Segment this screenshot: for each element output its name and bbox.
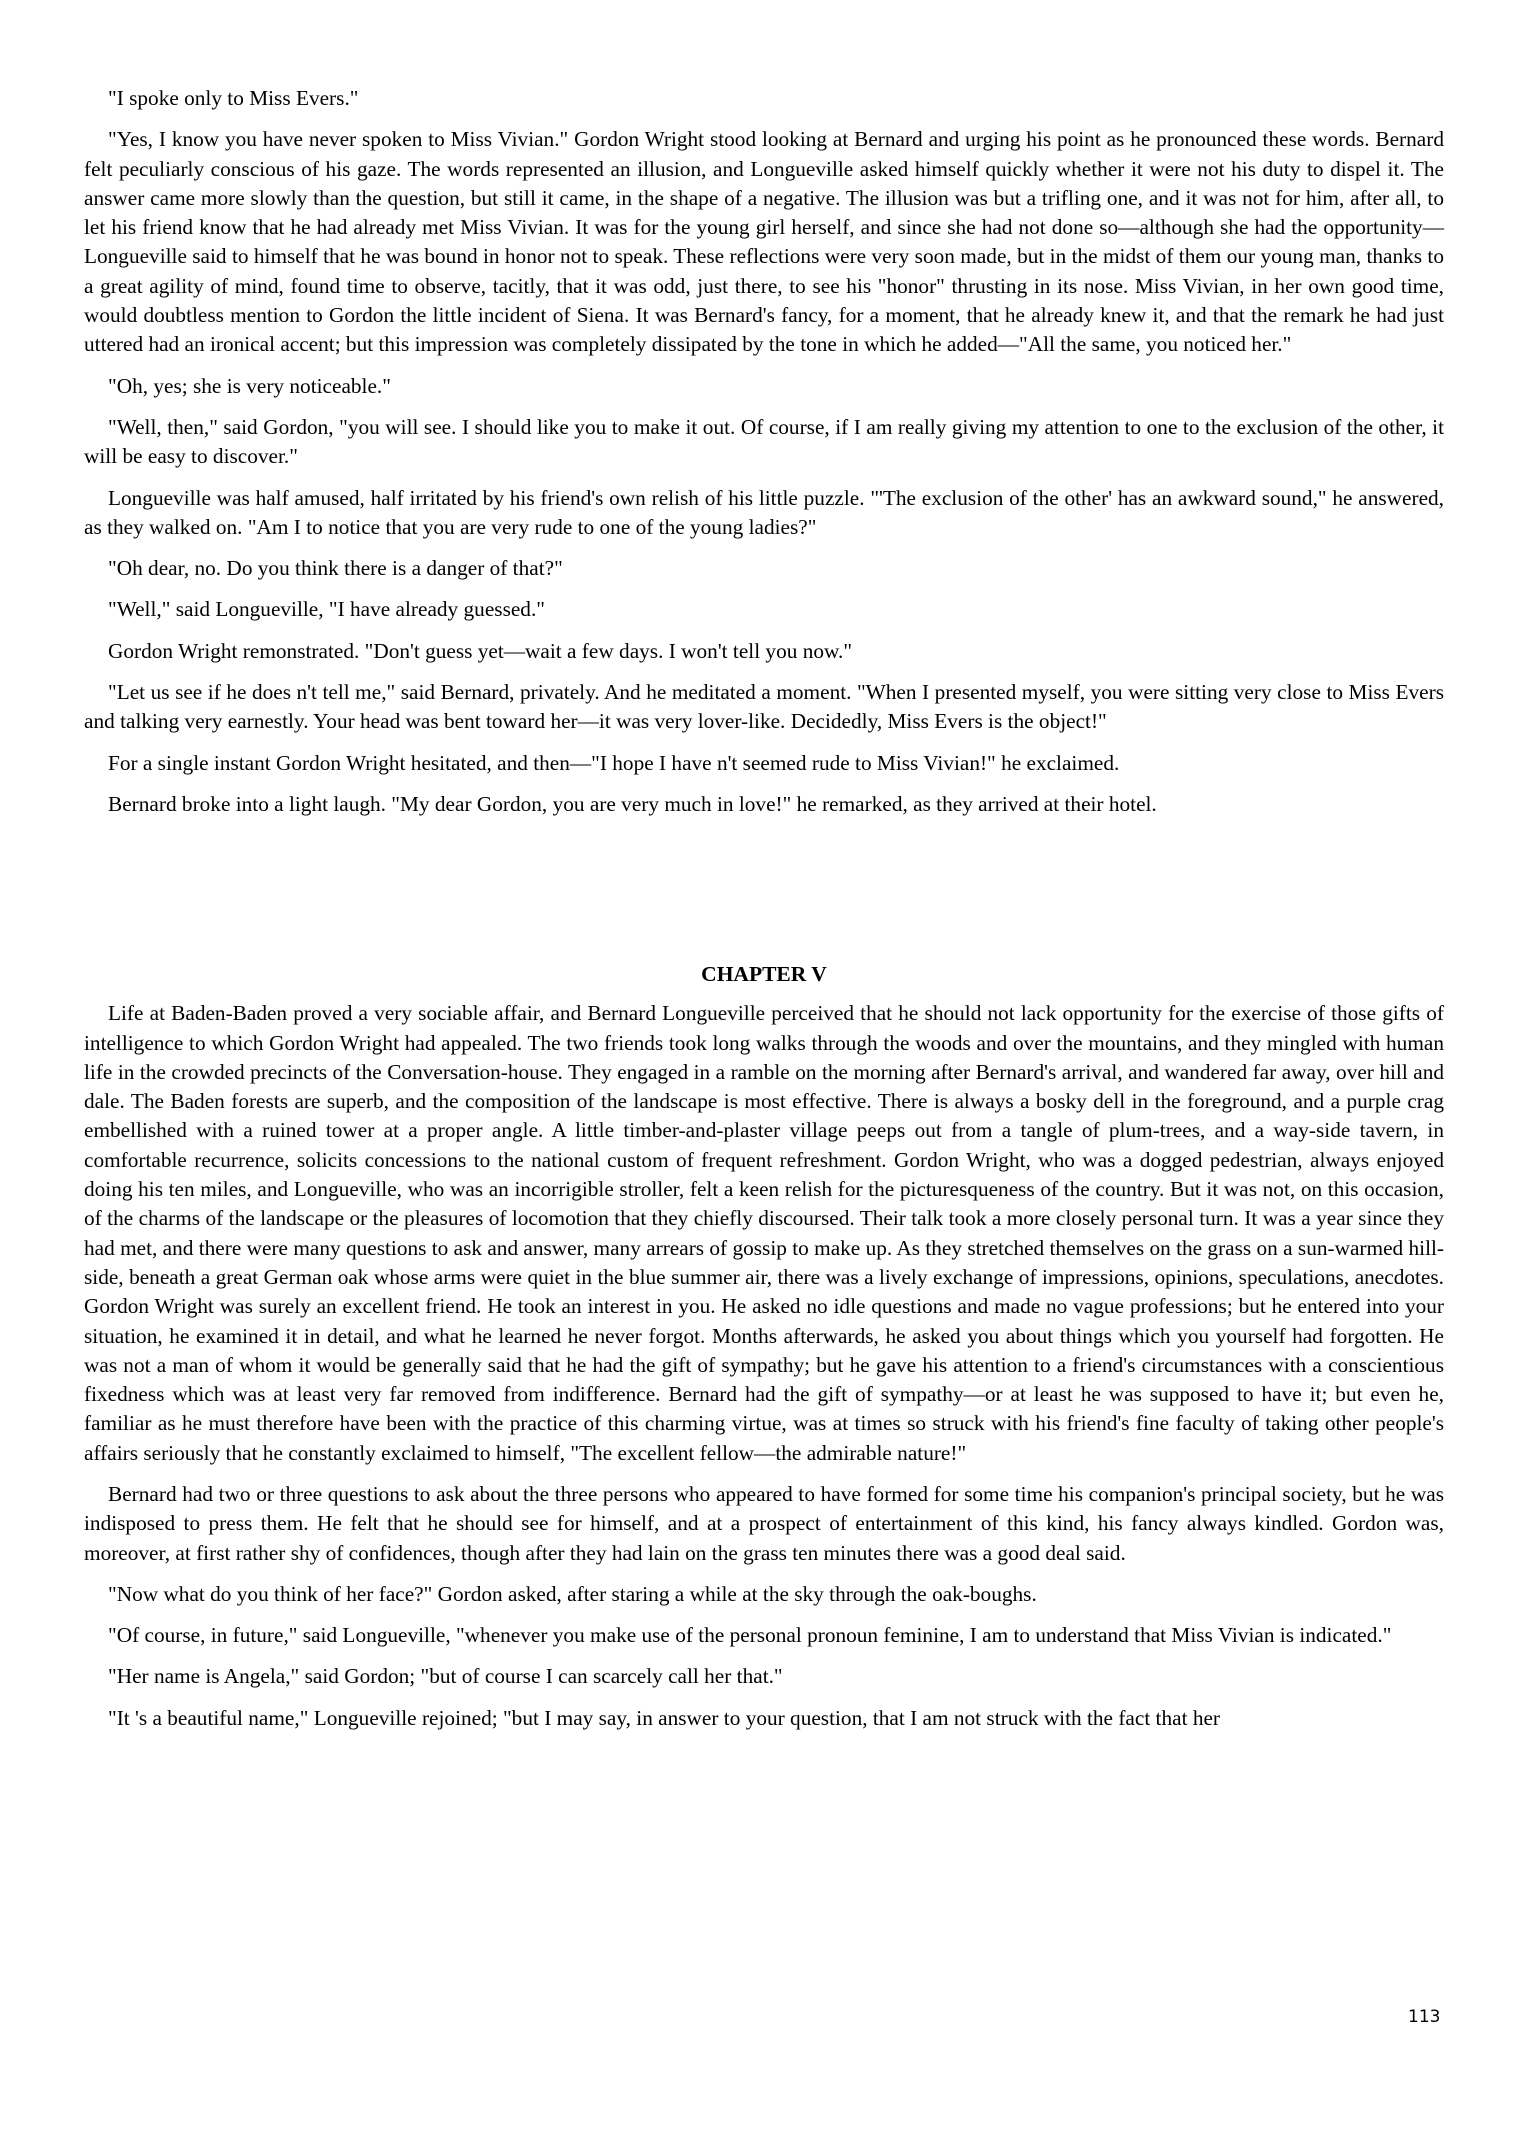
paragraph: "Well, then," said Gordon, "you will see. I should like you to make it out. Of course, if I am really giving my attention to one to the exclusion of the other, it will be easy to discover."	[84, 414, 1444, 469]
paragraph: Bernard had two or three questions to ask about the three persons who appeared to have formed for some time his companion's principal society, but he was indisposed to press them. He felt that he should see for himself, and at a prospect of entertainment of this kind, his fancy always kindled. Gordon was, moreover, at first rather shy of confidences, though after they had lain on the grass ten minutes there was a good deal said.	[84, 1481, 1444, 1565]
chapter-body-text	[84, 999, 1444, 1733]
paragraph: "Well," said Longueville, "I have already guessed."	[108, 597, 545, 622]
previous-chapter-text	[84, 84, 1444, 819]
paragraph: For a single instant Gordon Wright hesitated, and then—"I hope I have n't seemed rude to Miss Vivian!" he exclaimed.	[108, 750, 1120, 775]
paragraph: "Oh dear, no. Do you think there is a danger of that?"	[108, 556, 563, 581]
paragraph: "It 's a beautiful name," Longueville rejoined; "but I may say, in answer to your question, that I am not struck with the fact that her	[108, 1705, 1221, 1730]
page-number: 113	[1408, 2007, 1441, 2027]
paragraph: Life at Baden-Baden proved a very sociable affair, and Bernard Longueville perceived that he should not lack opportunity for the exercise of those gifts of intelligence to which Gordon Wright had appealed. The two friends took long walks through the woods and over the mountains, and they mingled with human life in the crowded precincts of the Conversation-house. They engaged in a ramble on the morning after Bernard's arrival, and wandered far away, over hill and dale. The Baden forests are superb, and the composition of the landscape is most effective. There is always a bosky dell in the foreground, and a purple crag embellished with a ruined tower at a proper angle. A little timber-and-plaster village peeps out from a tangle of plum-trees, and a way-side tavern, in comfortable recurrence, solicits concessions to the national custom of frequent refreshment. Gordon Wright, who was a dogged pedestrian, always enjoyed doing his ten miles, and Longueville, who was an incorrigible stroller, felt a keen relish for the picturesqueness of the country. But it was not, on this occasion, of the charms of the landscape or the pleasures of locomotion that they chiefly discoursed. Their talk took a more closely personal turn. It was a year since they had met, and there were many questions to ask and answer, many arrears of gossip to make up. As they stretched themselves on the grass on a sun-warmed hill-side, beneath a great German oak whose arms were quiet in the blue summer air, there was a lively exchange of impressions, opinions, speculations, anecdotes. Gordon Wright was surely an excellent friend. He took an interest in you. He asked no idle questions and made no vague professions; but he entered into your situation, he examined it in detail, and what he learned he never forgot. Months afterwards, he asked you about things which you yourself had forgotten. He was not a man of whom it would be generally said that he had the gift of sympathy; but he gave his attention to a friend's circumstances with a conscientious fixedness which was at least very far removed from indifference. Bernard had the gift of sympathy—or at least he was supposed to have it; but even he, familiar as he must therefore have been with the practice of this charming virtue, was at times so struck with his friend's fine faculty of taking other people's affairs seriously that he constantly exclaimed to himself, "The excellent fellow—the admirable nature!"	[84, 1001, 1445, 1465]
paragraph: Bernard broke into a light laugh. "My dear Gordon, you are very much in love!" he remarked, as they arrived at their hotel.	[108, 791, 1157, 816]
paragraph: "I spoke only to Miss Evers."	[108, 86, 359, 110]
paragraph: "Now what do you think of her face?" Gordon asked, after staring a while at the sky through the oak-boughs.	[108, 1581, 1037, 1606]
paragraph: "Her name is Angela," said Gordon; "but of course I can scarcely call her that."	[108, 1664, 783, 1689]
paragraph: "Of course, in future," said Longueville, "whenever you make use of the personal pronoun feminine, I am to understand that Miss Vivian is indicated."	[108, 1623, 1392, 1648]
paragraph: Gordon Wright remonstrated. "Don't guess yet—wait a few days. I won't tell you now."	[108, 638, 853, 663]
paragraph: "Oh, yes; she is very noticeable."	[108, 373, 391, 398]
paragraph: "Yes, I know you have never spoken to Miss Vivian." Gordon Wright stood looking at Bernard and urging his point as he pronounced these words. Bernard felt peculiarly conscious of his gaze. The words represented an illusion, and Longueville asked himself quickly whether it were not his duty to dispel it. The answer came more slowly than the question, but still it came, in the shape of a negative. The illusion was but a trifling one, and it was not for him, after all, to let his friend know that he had already met Miss Vivian. It was for the young girl herself, and since she had not done so—although she had the opportunity—Longueville said to himself that he was bound in honor not to speak. These reflections were very soon made, but in the midst of them our young man, thanks to a great agility of mind, found time to observe, tacitly, that it was odd, just there, to see his "honor" thrusting in its nose. Miss Vivian, in her own good time, would doubtless mention to Gordon the little incident of Siena. It was Bernard's fancy, for a moment, that he already knew it, and that the remark he had just uttered had an ironical accent; but this impression was completely dissipated by the tone in which he added—"All the same, you noticed her."	[84, 127, 1444, 357]
chapter-heading: CHAPTER V	[701, 962, 827, 987]
paragraph: "Let us see if he does n't tell me," said Bernard, privately. And he meditated a moment. "When I presented myself, you were sitting very close to Miss Evers and talking very earnestly. Your head was bent toward her—it was very lover-like. Decidedly, Miss Evers is the object!"	[84, 680, 1444, 734]
paragraph: Longueville was half amused, half irritated by his friend's own relish of his little puzzle. "'The exclusion of the other' has an awkward sound," he answered, as they walked on. "Am I to notice that you are very rude to one of the young ladies?"	[84, 485, 1444, 539]
book-page	[84, 84, 1444, 1745]
